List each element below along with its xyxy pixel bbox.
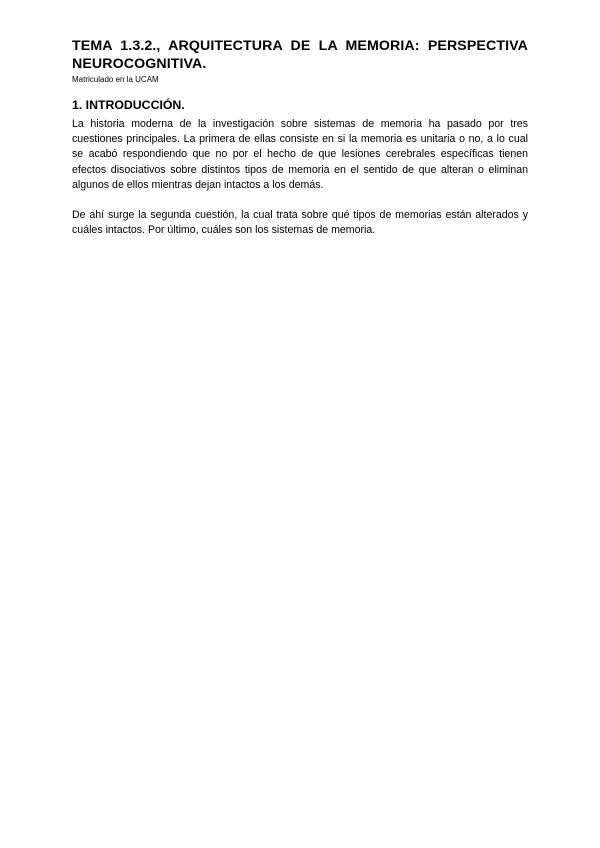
paragraph-2: De ahí surge la segunda cuestión, la cual trata sobre qué tipos de memorias están alterados y cuáles intactos. Por último, cuáles son los sistemas de memoria. xyxy=(72,209,528,237)
section-heading: 1. INTRODUCCIÓN. xyxy=(72,98,185,112)
section-introduccion xyxy=(72,97,528,238)
document-page xyxy=(72,37,528,238)
document-title: TEMA 1.3.2., ARQUITECTURA DE LA MEMORIA: PERSPECTIVA NEUROCOGNITIVA. xyxy=(72,38,528,72)
paragraph-1: La historia moderna de la investigación sobre sistemas de memoria ha pasado por tres cuestiones principales. La primera de ellas consiste en si la memoria es unitaria o no, a lo cual se acabó respondiendo que no por el hecho de que lesiones cerebrales específicas tienen efectos disociativos sobre distintos tipos de memoria en el sentido de que alteran o eliminan algunos de ellos mientras dejan intactos a los demás. xyxy=(72,118,528,191)
document-subtitle: Matriculado en la UCAM xyxy=(72,75,159,84)
